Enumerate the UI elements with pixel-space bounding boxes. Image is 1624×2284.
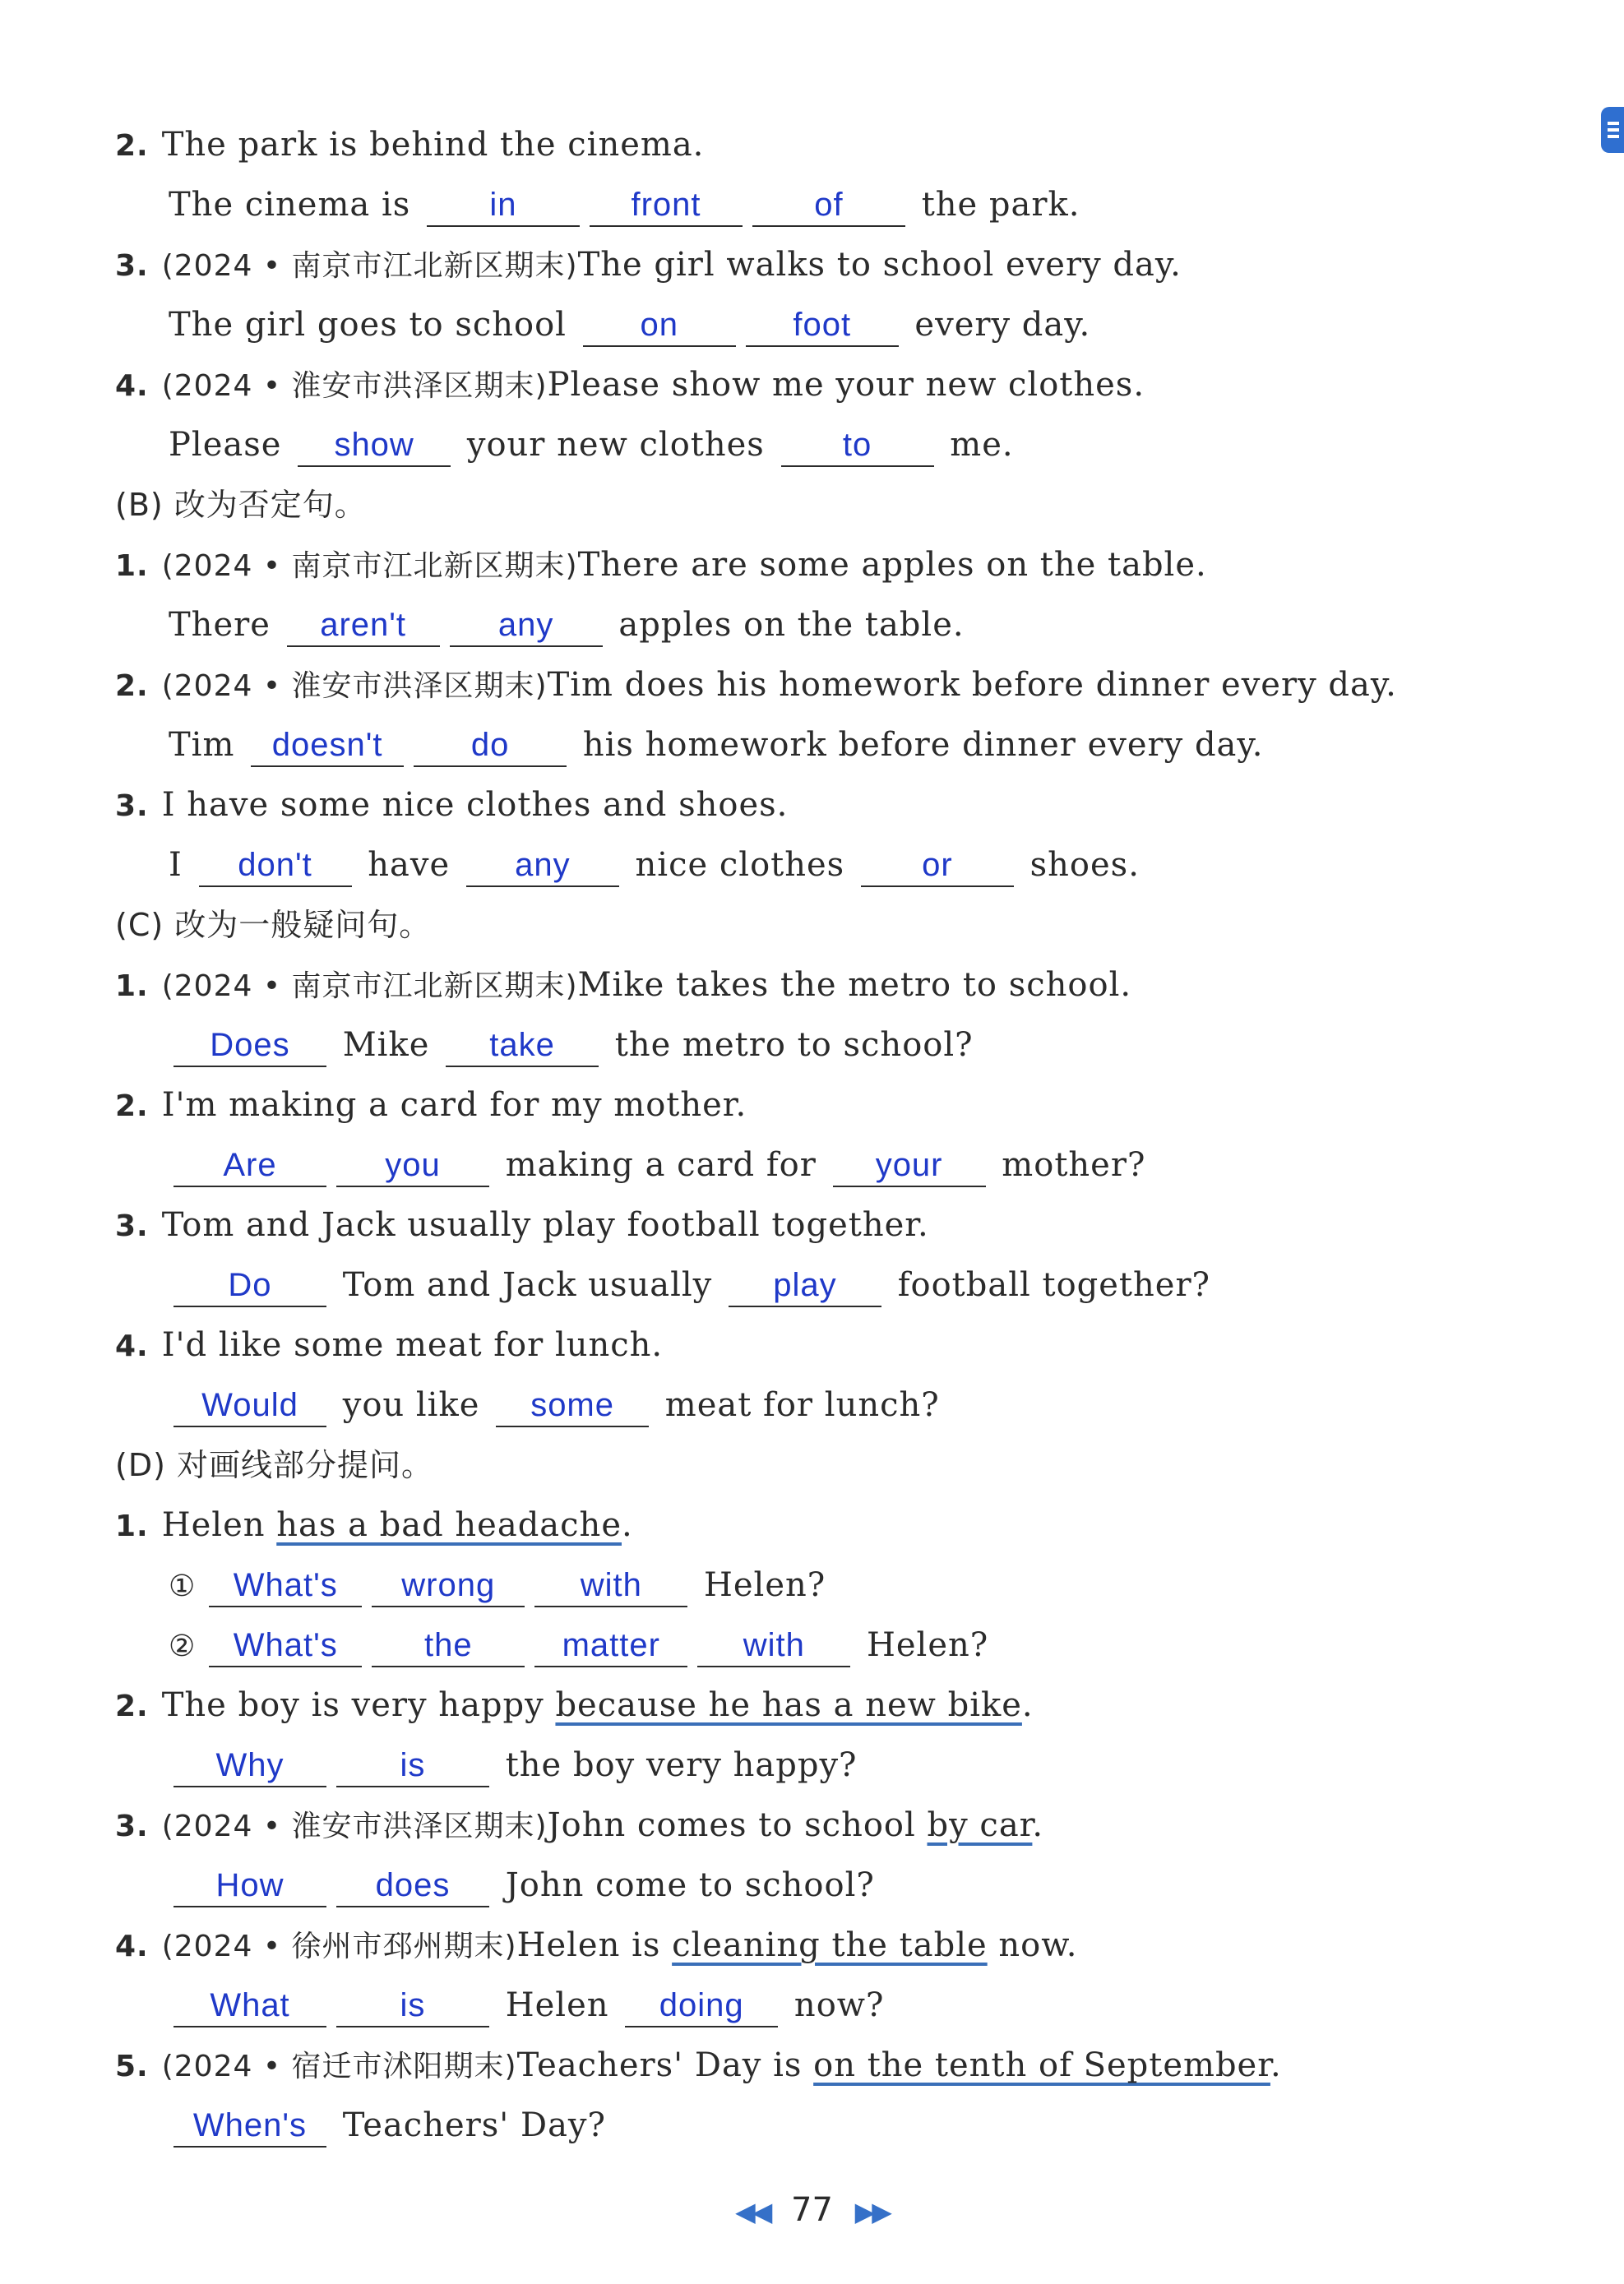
answer-blank: any <box>450 604 603 647</box>
text: the boy very happy? <box>494 1746 858 1784</box>
answer-line <box>115 415 1513 475</box>
prev-page-icon[interactable]: ◀◀ <box>735 2196 770 2227</box>
text: have <box>356 846 461 884</box>
answer-line <box>115 2096 1513 2156</box>
answer-blank: front <box>590 184 743 227</box>
answer-blank: is <box>336 1745 489 1787</box>
answer-line <box>115 1135 1513 1195</box>
text: Mike takes the metro to school. <box>577 966 1132 1004</box>
question-line <box>115 2036 1513 2096</box>
question-number: 1. <box>115 1510 149 1543</box>
question-number: 1. <box>115 969 149 1003</box>
answer-blank: aren't <box>287 604 440 647</box>
text: shoes. <box>1018 846 1140 884</box>
answer-blank: of <box>752 184 905 227</box>
answer-line <box>115 1255 1513 1315</box>
page-footer <box>0 2191 1624 2229</box>
question-number: 2. <box>115 1690 149 1723</box>
answer-blank: is <box>336 1985 489 2027</box>
source-label: (2024 • 淮安市洪泽区期末) <box>161 369 548 403</box>
circled-number: ① <box>169 1570 197 1603</box>
question-line <box>115 655 1513 715</box>
circled-number: ② <box>169 1630 197 1663</box>
text: Helen? <box>855 1626 989 1664</box>
answer-blank: How <box>174 1865 326 1907</box>
text: every day. <box>903 306 1091 344</box>
text: There are some apples on the table. <box>577 546 1207 584</box>
answer-blank: don't <box>199 844 352 887</box>
question-line <box>115 1796 1513 1856</box>
answer-blank: play <box>729 1265 881 1307</box>
text: making a card for <box>494 1146 828 1184</box>
underlined-phrase: because he has a new bike <box>555 1686 1022 1724</box>
question-line <box>115 115 1513 175</box>
text: I'm making a card for my mother. <box>161 1086 747 1124</box>
answer-blank: Why <box>174 1745 326 1787</box>
text: Helen? <box>692 1566 826 1604</box>
text: . <box>1032 1806 1044 1844</box>
answer-blank: with <box>534 1565 687 1607</box>
answer-line <box>115 1556 1513 1616</box>
answer-blank: some <box>496 1385 649 1427</box>
question-number: 3. <box>115 249 149 283</box>
source-label: (2024 • 南京市江北新区期末) <box>161 249 578 283</box>
section-heading <box>115 1436 1513 1496</box>
answer-blank: What <box>174 1985 326 2027</box>
answer-line <box>115 595 1513 655</box>
answer-blank: show <box>298 424 451 467</box>
text: (D) 对画线部分提问。 <box>115 1447 433 1483</box>
answer-blank: with <box>697 1625 850 1667</box>
answer-line <box>115 1976 1513 2036</box>
answer-blank: doesn't <box>251 724 404 767</box>
text: Teachers' Day is <box>516 2046 814 2084</box>
question-number: 5. <box>115 2050 149 2083</box>
text: Tom and Jack usually play football together. <box>161 1206 929 1244</box>
text: Tim does his homework before dinner every day. <box>547 666 1397 704</box>
question-number: 2. <box>115 129 149 163</box>
text: meat for lunch? <box>654 1386 940 1424</box>
text: the metro to school? <box>604 1026 974 1064</box>
answer-blank: in <box>427 184 580 227</box>
answer-line <box>115 1375 1513 1436</box>
answer-blank: doing <box>625 1985 778 2027</box>
answer-blank: any <box>466 844 619 887</box>
question-line <box>115 955 1513 1015</box>
source-label: (2024 • 宿迁市沭阳期末) <box>161 2050 517 2083</box>
answer-line <box>115 1736 1513 1796</box>
text: Teachers' Day? <box>331 2106 606 2144</box>
text: his homework before dinner every day. <box>571 726 1264 764</box>
source-label: (2024 • 淮安市洪泽区期末) <box>161 669 548 703</box>
question-number: 3. <box>115 1810 149 1843</box>
text: (C) 改为一般疑问句。 <box>115 907 432 943</box>
question-number: 4. <box>115 1329 149 1363</box>
question-number: 3. <box>115 1209 149 1243</box>
text: now. <box>987 1926 1078 1964</box>
question-line <box>115 235 1513 295</box>
answer-line <box>115 1015 1513 1075</box>
underlined-phrase: by car <box>927 1806 1033 1844</box>
source-label: (2024 • 徐州市邳州期末) <box>161 1930 517 1963</box>
text: Please show me your new clothes. <box>547 366 1145 404</box>
answer-blank: Does <box>174 1024 326 1067</box>
text: Helen is <box>516 1926 673 1964</box>
text: Tim <box>169 726 247 764</box>
question-number: 2. <box>115 1089 149 1123</box>
question-line <box>115 355 1513 415</box>
source-label: (2024 • 南京市江北新区期末) <box>161 969 578 1003</box>
question-number: 2. <box>115 669 149 703</box>
answer-blank: Would <box>174 1385 326 1427</box>
text: . <box>1021 1686 1034 1724</box>
text: apples on the table. <box>607 606 965 644</box>
text: The boy is very happy <box>161 1686 556 1724</box>
text: you like <box>331 1386 492 1424</box>
text: There <box>169 606 282 644</box>
text: me. <box>938 426 1014 464</box>
answer-line <box>115 715 1513 775</box>
text: John comes to school <box>547 1806 928 1844</box>
underlined-phrase: cleaning the table <box>672 1926 988 1964</box>
answer-blank: the <box>372 1625 525 1667</box>
question-line <box>115 1195 1513 1255</box>
exercise-content <box>115 115 1513 2156</box>
text: Please <box>169 426 294 464</box>
text: Helen <box>161 1506 277 1544</box>
section-heading <box>115 895 1513 955</box>
underlined-phrase: has a bad headache <box>276 1506 622 1544</box>
answer-blank: on <box>583 304 736 347</box>
answer-blank: What's <box>209 1625 362 1667</box>
question-number: 4. <box>115 1930 149 1963</box>
question-line <box>115 1916 1513 1976</box>
question-line <box>115 1676 1513 1736</box>
text: now? <box>783 1986 885 2024</box>
text: The cinema is <box>169 186 422 224</box>
answer-blank: wrong <box>372 1565 525 1607</box>
answer-blank: matter <box>534 1625 687 1667</box>
answer-blank: or <box>861 844 1014 887</box>
answer-blank: does <box>336 1865 489 1907</box>
answer-line <box>115 1856 1513 1916</box>
source-label: (2024 • 淮安市洪泽区期末) <box>161 1810 548 1843</box>
answer-blank: your <box>833 1144 986 1187</box>
next-page-icon[interactable]: ▶▶ <box>854 2196 889 2227</box>
section-tab-marker <box>1601 107 1624 153</box>
question-line <box>115 535 1513 595</box>
text: The girl goes to school <box>169 306 578 344</box>
answer-line <box>115 175 1513 235</box>
text: Mike <box>331 1026 442 1064</box>
answer-line <box>115 1616 1513 1676</box>
underlined-phrase: on the tenth of September <box>813 2046 1270 2084</box>
text: I <box>169 846 194 884</box>
text: Tom and Jack usually <box>331 1266 724 1304</box>
text: The girl walks to school every day. <box>577 246 1182 284</box>
page-number: 77 <box>791 2191 833 2229</box>
answer-blank: Do <box>174 1265 326 1307</box>
question-number: 3. <box>115 789 149 823</box>
text: John come to school? <box>494 1866 875 1904</box>
answer-blank: foot <box>746 304 899 347</box>
question-line <box>115 1315 1513 1375</box>
answer-line <box>115 295 1513 355</box>
answer-blank: you <box>336 1144 489 1187</box>
answer-blank: When's <box>174 2105 326 2148</box>
text: football together? <box>886 1266 1211 1304</box>
text: I'd like some meat for lunch. <box>161 1326 664 1364</box>
text: I have some nice clothes and shoes. <box>161 786 789 824</box>
text: (B) 改为否定句。 <box>115 487 367 523</box>
answer-line <box>115 835 1513 895</box>
answer-blank: to <box>781 424 934 467</box>
question-line <box>115 1075 1513 1135</box>
text: The park is behind the cinema. <box>161 126 705 164</box>
question-line <box>115 1496 1513 1556</box>
question-number: 1. <box>115 549 149 583</box>
text: . <box>1270 2046 1282 2084</box>
text: . <box>622 1506 633 1544</box>
text: the park. <box>909 186 1080 224</box>
answer-blank: take <box>446 1024 599 1067</box>
question-line <box>115 775 1513 835</box>
text: mother? <box>990 1146 1146 1184</box>
answer-blank: What's <box>209 1565 362 1607</box>
text: Helen <box>494 1986 621 2024</box>
section-heading <box>115 475 1513 535</box>
answer-blank: Are <box>174 1144 326 1187</box>
text: your new clothes <box>456 426 776 464</box>
answer-blank: do <box>414 724 567 767</box>
source-label: (2024 • 南京市江北新区期末) <box>161 549 578 583</box>
question-number: 4. <box>115 369 149 403</box>
text: nice clothes <box>623 846 856 884</box>
